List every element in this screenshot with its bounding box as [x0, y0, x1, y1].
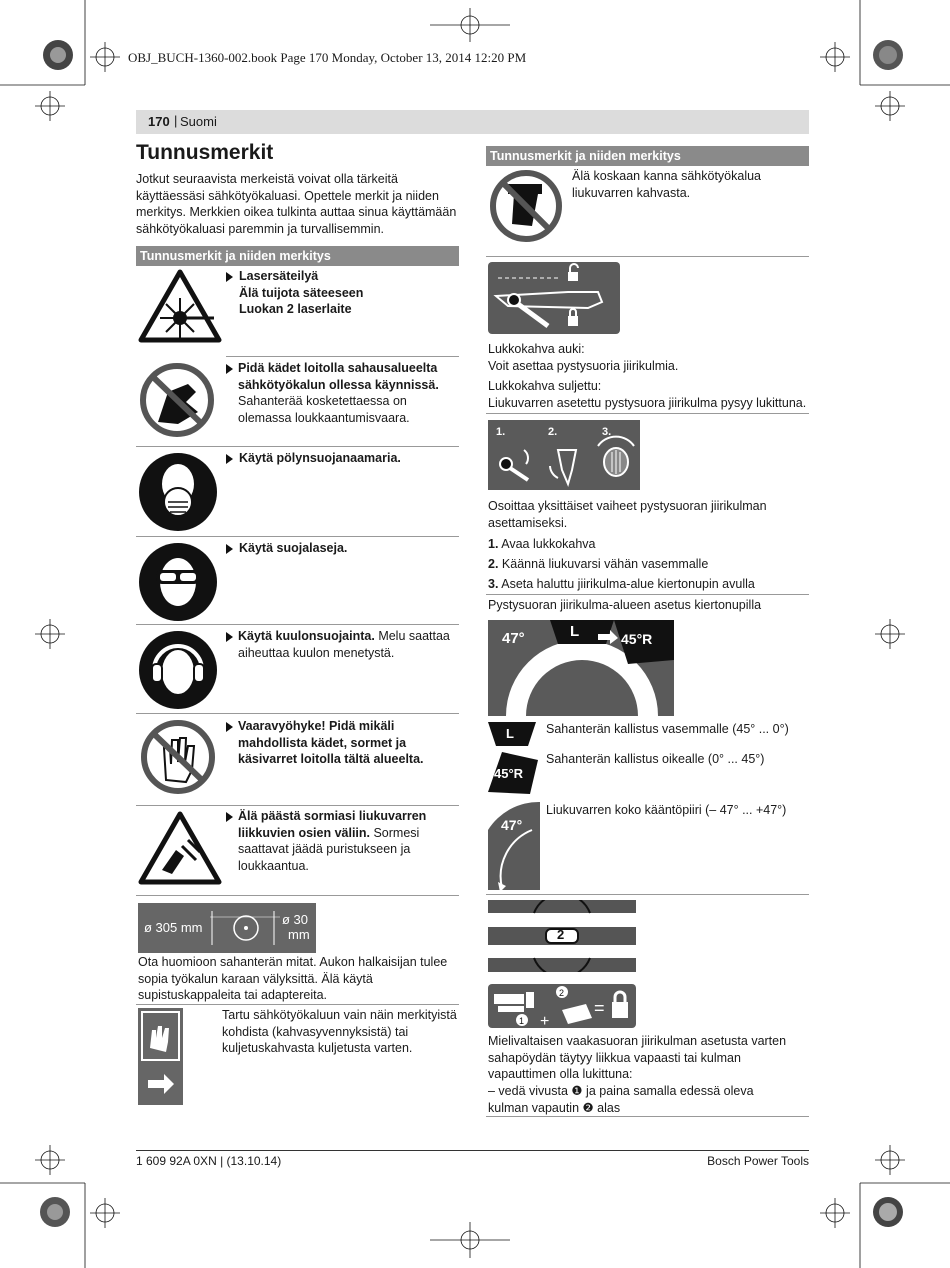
item-danger: [226, 718, 458, 768]
item-hands-bold: Pidä kädet loitolla sahausalueelta sähkötyökalun ollessa käynnissä.: [238, 361, 439, 392]
safety-goggles-icon: [138, 542, 218, 622]
divider: [136, 446, 459, 447]
blade-outer-diameter: ø 305 mm: [144, 920, 203, 935]
blade-text: Ota huomioon sahanterän mitat. Aukon halkaisijan tulee sopia työkalun karaan välyksittä. Älä käytä supistuskappaleita tai adaptereita.: [138, 955, 448, 1002]
right-table-header: Tunnusmerkit ja niiden merkitys: [486, 146, 809, 166]
svg-text:=: =: [594, 998, 605, 1018]
item-mask: [226, 450, 458, 467]
step-2-text: Käännä liukuvarsi vähän vasemmalle: [501, 557, 709, 571]
blade-icon: [210, 909, 280, 947]
item-ear: [226, 628, 458, 661]
blade-dimension-panel: [138, 903, 316, 953]
divider: [486, 594, 809, 595]
bullet-icon: [226, 454, 233, 464]
footer-right: Bosch Power Tools: [707, 1154, 809, 1168]
step-1-text: Avaa lukkokahva: [501, 537, 596, 551]
item-mask-text: Käytä pölynsuojanaamaria.: [239, 451, 401, 465]
steps-panel: [488, 420, 640, 490]
ear-protection-icon: [138, 630, 218, 710]
bullet-icon: [226, 364, 233, 374]
footer-left: 1 609 92A 0XN | (13.10.14): [136, 1154, 282, 1168]
item-laser: [226, 268, 458, 318]
item-pinch-bold: Älä päästä sormiasi liukuvarren liikkuvien osien väliin.: [238, 809, 427, 840]
item-ear-bold: Käytä kuulonsuojainta.: [238, 629, 375, 643]
knob-title: Pystysuoran jiirikulma-alueen asetus kiertonupilla: [488, 598, 762, 612]
dust-mask-icon: [138, 452, 218, 532]
page-title: Tunnusmerkit: [136, 141, 274, 164]
divider: [136, 895, 459, 896]
step-3-num: 3.: [488, 577, 499, 591]
no-hands-saw-icon: [138, 362, 216, 438]
step-3: [488, 576, 755, 593]
section-name: Suomi: [180, 114, 217, 129]
step-2-num: 2.: [488, 557, 499, 571]
bullet-icon: [226, 544, 233, 554]
step-label-1: 1.: [496, 426, 506, 438]
divider: [226, 356, 459, 357]
item-goggles-text: Käytä suojalaseja.: [239, 541, 348, 555]
divider: [136, 713, 459, 714]
lock-handle-icon: [488, 262, 620, 334]
item-pinch-text: Sormesi saattavat jäädä puristukseen ja loukkaantua.: [238, 825, 420, 873]
blade-inner-unit: mm: [288, 927, 310, 942]
mitre-release-icon: [488, 984, 636, 1028]
laser-warning-icon: [138, 268, 222, 344]
badge-full-range-icon: [488, 800, 540, 890]
pinch-warning-icon: [138, 810, 222, 886]
divider: [136, 1004, 459, 1005]
item-goggles: [226, 540, 458, 557]
lock-closed-label: Lukkokahva suljettu:: [488, 379, 602, 393]
divider: [136, 536, 459, 537]
mitre-step: – vedä vivusta ❶ ja paina samalla edessä oleva kulman vapautin ❷ alas: [488, 1084, 754, 1115]
divider: [136, 805, 459, 806]
page-number: 170: [148, 114, 170, 129]
carry-grip-icon: [138, 1008, 183, 1105]
svg-text:+: +: [540, 1013, 550, 1028]
bullet-icon: [226, 722, 233, 732]
lock-closed-text: Liukuvarren asetettu pystysuora jiirikulma pysyy lukittuna.: [488, 396, 807, 410]
no-carry-text: Älä koskaan kanna sähkötyökalua liukuvarren kahvasta.: [572, 169, 762, 200]
no-hand-zone-icon: [138, 718, 218, 796]
mitre-text: Mielivaltaisen vaakasuoran jiirikulman asetusta varten sahapöydän täytyy liikkua vapaasti tai kulman vapauttimen olla lukittuna:: [488, 1034, 787, 1081]
bullet-icon: [226, 812, 233, 822]
blade-inner-diameter: ø 30: [282, 912, 309, 927]
step-label-3: 3.: [602, 426, 612, 438]
no-carry-handle-icon: [488, 168, 564, 244]
item-danger-text: Vaaravyöhyke! Pidä mikäli mahdollista kädet, sormet ja käsivarret loitolla tältä alueelta.: [238, 719, 424, 766]
bullet-icon: [226, 272, 233, 282]
steps-intro: Osoittaa yksittäiset vaiheet pystysuoran jiirikulman asettamiseksi.: [488, 499, 767, 530]
bullet-icon: [226, 632, 233, 642]
lock-open-label: Lukkokahva auki:: [488, 342, 585, 356]
step-3-text: Aseta haluttu jiirikulma-alue kiertonupin avulla: [501, 577, 755, 591]
footer-rule: [136, 1150, 809, 1151]
item-ear-text: Melu saattaa aiheuttaa kuulon menetystä.: [238, 629, 450, 660]
step-1-num: 1.: [488, 537, 499, 551]
knob-label-mid: L: [570, 623, 580, 640]
item-hands-text: Sahanterää kosketettaessa on olemassa loukkaantumisvaara.: [238, 394, 410, 425]
divider: [486, 413, 809, 414]
item-pinch: [226, 808, 458, 874]
lock-handle-panel: [488, 262, 620, 334]
left-table-header: Tunnusmerkit ja niiden merkitys: [136, 246, 459, 266]
divider: [486, 1116, 809, 1117]
item-laser-text: Lasersäteilyä Älä tuijota säteeseen Luokan 2 laserlaite: [239, 269, 364, 316]
page-header: [136, 110, 809, 134]
intro-text: Jotkut seuraavista merkeistä voivat olla tärkeitä käyttäessäsi sähkötyökaluasi. Opettele merkit ja niiden merkitys. Merkkien oikea tulkinta auttaa sinua käyttämään sähkötyökaluasi paremmin ja turvallisemmin.: [136, 172, 457, 236]
legend-left-tilt-text: Sahanterän kallistus vasemmalle (45° ... 0°): [546, 722, 789, 736]
legend-full-range-text: Liukuvarren koko kääntöpiiri (– 47° ... +47°): [546, 803, 787, 817]
badge-right-tilt: 45°R: [494, 766, 524, 781]
divider: [136, 624, 459, 625]
svg-text:2: 2: [559, 988, 565, 998]
step-2: [488, 556, 708, 573]
print-header: OBJ_BUCH-1360-002.book Page 170 Monday, October 13, 2014 12:20 PM: [128, 50, 527, 65]
carry-text: Tartu sähkötyökaluun vain näin merkityistä kohdista (kahvasyvennyksistä) tai kuljetuskahvasta kuljetusta varten.: [222, 1008, 457, 1055]
knob-label-left: 47°: [502, 630, 525, 647]
legend-right-tilt-text: Sahanterän kallistus oikealle (0° ... 45°): [546, 752, 765, 766]
divider: [486, 894, 809, 895]
step-1: [488, 536, 596, 553]
steps-icon: [488, 420, 640, 490]
badge-left-tilt: L: [506, 726, 514, 741]
page-divider: |: [174, 113, 178, 128]
badge-full-range: 47°: [501, 817, 523, 833]
dial-number: 2: [557, 927, 565, 942]
svg-text:1: 1: [519, 1016, 525, 1026]
lock-open-text: Voit asettaa pystysuoria jiirikulmia.: [488, 359, 679, 373]
item-hands: [226, 360, 458, 426]
step-label-2: 2.: [548, 426, 558, 438]
knob-label-right: 45°R: [621, 631, 653, 647]
divider: [486, 256, 809, 257]
